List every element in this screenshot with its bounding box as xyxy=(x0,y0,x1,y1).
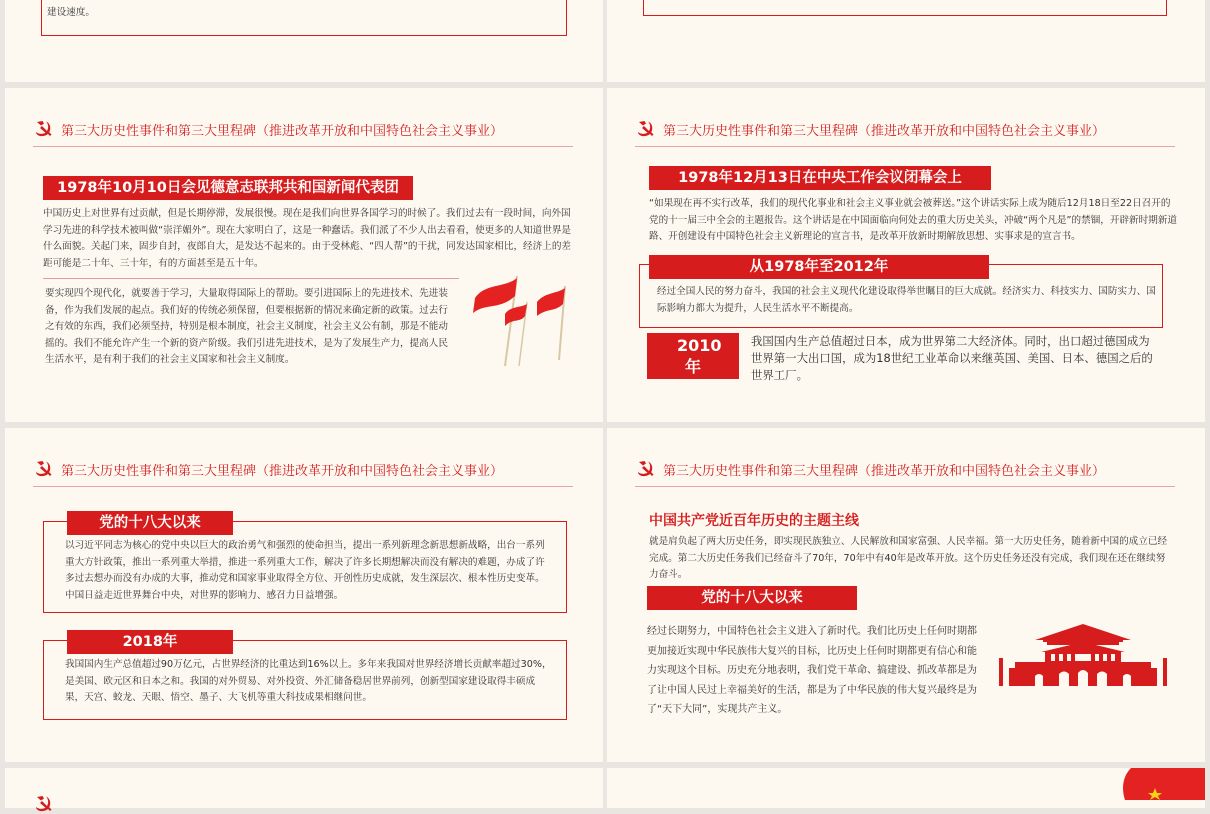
slide-bottom-right xyxy=(607,768,1205,808)
party-emblem-icon xyxy=(33,119,53,139)
slide-header xyxy=(33,458,573,487)
slide-18th-congress xyxy=(5,428,603,762)
theme-title: 中国共产党近百年历史的主题主线 xyxy=(649,513,859,529)
slide-header xyxy=(33,118,573,147)
party-emblem-icon xyxy=(635,459,655,479)
theme-paragraph: 就是肩负起了两大历史任务，即实现民族独立、人民解放和国家富强、人民幸福。第一大历史任务，随着新中国的成立已经完成。第二大历史任务我们已经奋斗了70年，70年中有40年是改革开放。这个历史任务还没有完成，我们现在还在继续努力奋斗。 xyxy=(649,536,1168,581)
congress-title: 党的十八大以来 xyxy=(67,511,233,535)
party-emblem-icon xyxy=(33,459,53,479)
slide-top-left xyxy=(5,0,603,82)
year-2018-paragraph: 我国国内生产总值超过90万亿元，占世界经济的比重达到16%以上。多年来我国对世界经济增长贡献率超过30%，是美国、欧元区和日本之和。我国的对外贸易、对外投资、外汇储备稳居世界前列，创新型国家建设取得丰硕成果，天宫、蛟龙、天眼、悟空、墨子、大飞机等重大科技成果相继问世。 xyxy=(65,659,552,704)
event-title: 1978年10月10日会见德意志联邦共和国新闻代表团 xyxy=(43,176,413,200)
red-flags-icon xyxy=(465,268,575,368)
event-paragraph-1: “如果现在再不实行改革，我们的现代化事业和社会主义事业就会被葬送。”这个讲话实际上成为随后12月18日至22日召开的党的十一届三中全会的主题报告。这个讲话是在中国面临向何处去的重大历史关头，冲破“两个凡是”的禁锢，开辟新时期新道路、开创建设有中国特色社会主义新理论的宣言书，是改革开放新时期解放思想、实事求是的宣言书。 xyxy=(649,198,1178,243)
slide-bottom-left xyxy=(5,768,603,808)
period-paragraph: 经过全国人民的努力奋斗，我国的社会主义现代化建设取得举世瞩目的巨大成就。经济实力、科技实力、国防实力、国际影响力都大为提升，人民生活水平不断提高。 xyxy=(657,286,1156,314)
slide-header xyxy=(635,118,1175,147)
year-paragraph: 我国国内生产总值超过日本，成为世界第二大经济体。同时，出口超过德国成为世界第一大出口国，成为18世纪工业革命以来继英国、美国、日本、德国之后的世界工厂。 xyxy=(751,334,1153,382)
event-title: 1978年12月13日在中央工作会议闭幕会上 xyxy=(649,166,991,190)
header-title: 第三大历史性事件和第三大里程碑（推进改革开放和中国特色社会主义事业） xyxy=(61,123,504,139)
tiananmen-icon xyxy=(995,618,1171,690)
top-left-text: 建设速度。 xyxy=(47,6,95,18)
year-badge: 2010年 xyxy=(647,333,739,379)
slide-1978-oct xyxy=(5,88,603,422)
slide-top-right xyxy=(607,0,1205,82)
congress-title: 党的十八大以来 xyxy=(647,586,857,610)
event-paragraph-1: 中国历史上对世界有过贡献，但是长期停滞，发展很慢。现在是我们向世界各国学习的时候了。我们过去有一段时间，向外国学习先进的科学技术被叫做“崇洋媚外”。现在大家明白了，这是一种蠢话。我们派了不少人出去看看，使更多的人知道世界是什么面貌。关起门来，固步自封，夜郎自大，是发达不起来的。由于受林彪、“四人帮”的干扰，同发达国家相比，经济上的差距可能是二十年、三十年，有的方面甚至是五十年。 xyxy=(43,208,572,269)
slide-main-theme xyxy=(607,428,1205,762)
congress-paragraph: 以习近平同志为核心的党中央以巨大的政治勇气和强烈的使命担当，提出一系列新理念新思想新战略，出台一系列重大方针政策，推出一系列重大举措，推进一系列重大工作，解决了许多长期想解决而没有解决的难题，办成了许多过去想办而没有办成的大事，推动党和国家事业取得全方位、开创性历史成就，发生深层次、根本性历史变革。中国日益走近世界舞台中央，对世界的影响力、感召力日益增强。 xyxy=(65,540,545,601)
top-right-box xyxy=(643,0,1167,16)
slide-1978-dec xyxy=(607,88,1205,422)
flag-corner-icon xyxy=(1121,768,1205,800)
period-title: 从1978年至2012年 xyxy=(649,255,989,279)
congress-paragraph: 经过长期努力，中国特色社会主义进入了新时代。我们比历史上任何时期都更加接近实现中华民族伟大复兴的目标，比历史上任何时期都更有信心和能力实现这个目标。历史充分地表明，我们党干革命、搞建设、抓改革都是为了让中国人民过上幸福美好的生活，都是为了中华民族的伟大复兴最终是为了“天下大同”，实现共产主义。 xyxy=(647,626,977,715)
header-title: 第三大历史性事件和第三大里程碑（推进改革开放和中国特色社会主义事业） xyxy=(663,463,1106,479)
slide-header xyxy=(635,458,1175,487)
header-title: 第三大历史性事件和第三大里程碑（推进改革开放和中国特色社会主义事业） xyxy=(61,463,504,479)
party-emblem-icon xyxy=(33,794,53,814)
year-2018-title: 2018年 xyxy=(67,630,233,654)
divider xyxy=(43,278,459,279)
event-paragraph-2: 要实现四个现代化，就要善于学习，大量取得国际上的帮助。要引进国际上的先进技术、先进装备，作为我们发展的起点。我们好的传统必须保留，但要根据新的情况来确定新的政策。过去行之有效的东西，我们必须坚持，特别是根本制度，社会主义制度，社会主义公有制，那是不能动摇的。我们不能允许产生一个新的资产阶级。我们引进先进技术，是为了发展生产力，提高人民生活水平，是有利于我们的社会主义国家和社会主义制度。 xyxy=(45,288,448,366)
header-title: 第三大历史性事件和第三大里程碑（推进改革开放和中国特色社会主义事业） xyxy=(663,123,1106,139)
party-emblem-icon xyxy=(635,119,655,139)
